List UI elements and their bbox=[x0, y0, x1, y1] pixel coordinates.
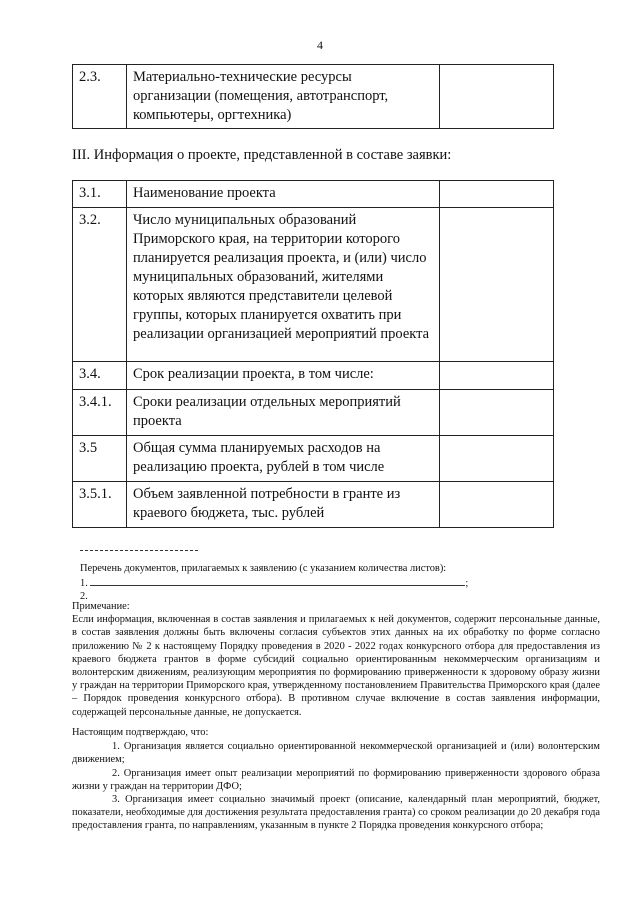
table-row bbox=[73, 65, 554, 129]
note-heading: Примечание: bbox=[72, 601, 130, 612]
table-row bbox=[73, 208, 554, 362]
note-block bbox=[72, 600, 600, 719]
row-number: 3.4. bbox=[73, 362, 127, 390]
row-label: Материально-технические ресурсы организации (помещения, автотранспорт, компьютеры, оргтехника) bbox=[127, 65, 440, 129]
row-value-cell[interactable] bbox=[440, 482, 554, 528]
row-value-cell[interactable] bbox=[440, 208, 554, 362]
table-row bbox=[73, 436, 554, 482]
resources-table bbox=[72, 64, 554, 129]
row-number: 3.2. bbox=[73, 208, 127, 362]
confirmation-item-2: 2. Организация имеет опыт реализации мероприятий по формированию приверженности здорового образа жизни у граждан на территории ДФО; bbox=[72, 767, 600, 792]
row-label: Наименование проекта bbox=[127, 181, 440, 208]
documents-item-2: 2. bbox=[80, 591, 88, 603]
table-row bbox=[73, 362, 554, 390]
row-label: Объем заявленной потребности в гранте из краевого бюджета, тыс. рублей bbox=[127, 482, 440, 528]
row-number: 3.4.1. bbox=[73, 390, 127, 436]
row-label: Общая сумма планируемых расходов на реализацию проекта, рублей в том числе bbox=[127, 436, 440, 482]
confirmation-heading: Настоящим подтверждаю, что: bbox=[72, 727, 209, 738]
documents-intro: Перечень документов, прилагаемых к заявлению (с указанием количества листов): bbox=[80, 563, 447, 574]
confirmation-item-1: 1. Организация является социально ориентированной некоммерческой организацией и (или) волонтерским движением; bbox=[72, 741, 600, 766]
project-info-table bbox=[72, 180, 554, 528]
row-number: 3.5 bbox=[73, 436, 127, 482]
row-value-cell[interactable] bbox=[440, 390, 554, 436]
row-number: 3.1. bbox=[73, 181, 127, 208]
section-3-title: III. Информация о проекте, представленной в составе заявки: bbox=[72, 147, 452, 163]
row-label: Число муниципальных образований Приморского края, на территории которого планируется реализация проекта, и (или) число муниципальных образований, жителями которых являются представители целевой группы, которых планируется охватить при реализации организацией мероприятий проекта bbox=[127, 208, 440, 362]
table-row bbox=[73, 390, 554, 436]
row-label: Сроки реализации отдельных мероприятий проекта bbox=[127, 390, 440, 436]
row-value-cell[interactable] bbox=[440, 65, 554, 129]
page-number: 4 bbox=[317, 38, 323, 52]
row-value-cell[interactable] bbox=[440, 362, 554, 390]
documents-list bbox=[80, 562, 600, 604]
confirmation-item-3: 3. Организация имеет социально значимый проект (описание, календарный план мероприятий, бюджет, показатели, необходимые для достижения результата предоставления гранта) со сроком реализации до 20 декабря года предоставления гранта, по направлениям, указанным в пункте 2 Порядка проведения конкурсного отбора; bbox=[72, 794, 600, 832]
table-row bbox=[73, 482, 554, 528]
row-value-cell[interactable] bbox=[440, 181, 554, 208]
table-row bbox=[73, 181, 554, 208]
documents-item-1 bbox=[80, 575, 600, 590]
row-number: 3.5.1. bbox=[73, 482, 127, 528]
row-label: Срок реализации проекта, в том числе: bbox=[127, 362, 440, 390]
row-number: 2.3. bbox=[73, 65, 127, 129]
footnote-separator bbox=[80, 550, 198, 551]
confirmation-block bbox=[72, 726, 600, 833]
documents-item-1-blank[interactable] bbox=[90, 575, 465, 586]
documents-item-1-end: ; bbox=[465, 578, 469, 590]
row-value-cell[interactable] bbox=[440, 436, 554, 482]
note-text: Если информация, включенная в состав заявления и прилагаемых к ней документов, содержит персональные данные, в состав заявления должны быть включены согласия субъектов этих данных на их обработку по форме согласно приложению № 2 к настоящему Порядку проведения в 2020 - 2022 годах конкурсного отбора для предоставления из краевого бюджета грантов в форме субсидий социально ориентированным некоммерческим организациям и волонтерским движениям, реализующим мероприятия по формированию приверженности к здоровому образу жизни у граждан на территории Приморского края, утвержденному постановлением Правительства Приморского края (далее – Порядок проведения конкурсного отбора). В противном случае включение в состав заявления информации, содержащей персональные данные, не допускается. bbox=[72, 614, 600, 718]
documents-item-1-number: 1. bbox=[80, 578, 88, 590]
